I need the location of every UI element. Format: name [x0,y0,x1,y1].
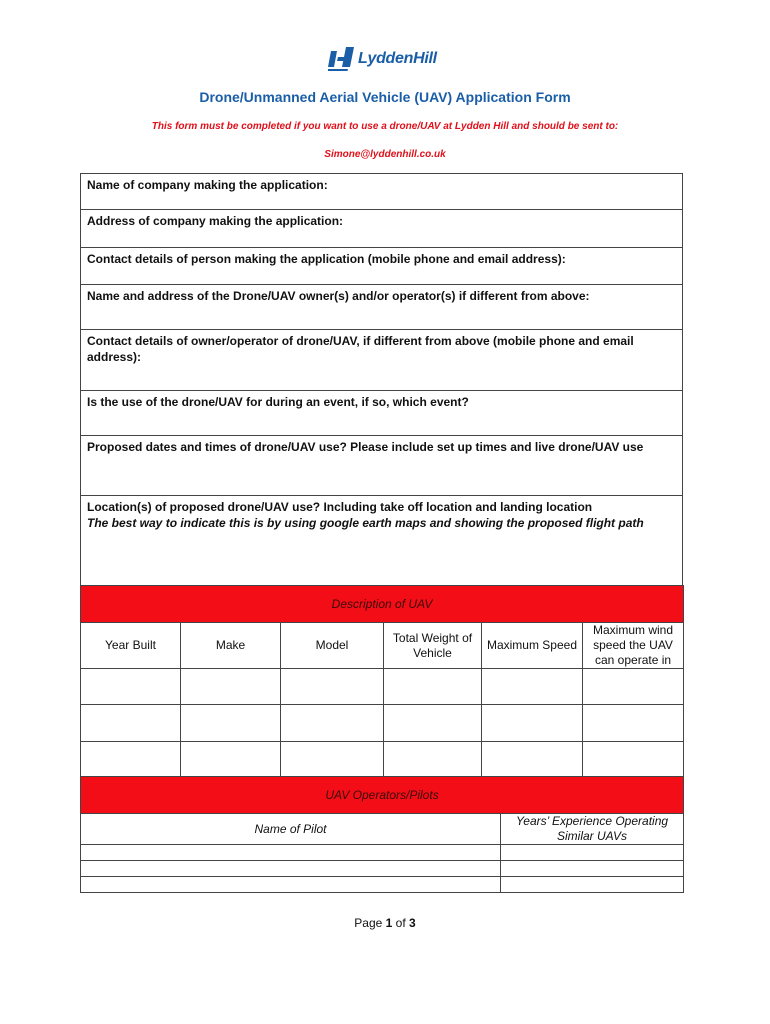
table-cell[interactable] [482,742,583,778]
pilots-section-heading: UAV Operators/Pilots [81,777,684,814]
col-year-built: Year Built [81,623,181,669]
table-row [81,742,684,778]
table-cell[interactable] [81,669,181,705]
col-total-weight: Total Weight of Vehicle [384,623,482,669]
field-company-name[interactable]: Name of company making the application: [81,174,683,210]
table-cell[interactable] [501,845,684,861]
uav-pilots-table [80,776,684,893]
field-owner-operator[interactable]: Name and address of the Drone/UAV owner(s) and/or operator(s) if different from above: [81,285,683,330]
col-years-experience: Years’ Experience Operating Similar UAVs [501,814,684,845]
col-max-speed: Maximum Speed [482,623,583,669]
table-row [81,705,684,742]
table-cell[interactable] [81,705,181,742]
field-company-address[interactable]: Address of company making the application: [81,210,683,248]
field-event-use[interactable]: Is the use of the drone/UAV for during an event, if so, which event? [81,391,683,436]
field-contact-details[interactable]: Contact details of person making the application (mobile phone and email address): [81,248,683,285]
page-current: 1 [385,916,393,930]
locations-label: Location(s) of proposed drone/UAV use? Including take off location and landing location [87,500,593,514]
field-proposed-dates[interactable]: Proposed dates and times of drone/UAV use? Please include set up times and live drone/UAV use [81,436,683,496]
table-cell[interactable] [181,669,281,705]
table-cell[interactable] [181,742,281,778]
table-row [81,845,684,861]
contact-email: Simone@lyddenhill.co.uk [324,149,446,160]
page-middle: of [392,916,410,930]
table-cell[interactable] [81,861,501,877]
table-cell[interactable] [501,861,684,877]
col-make: Make [181,623,281,669]
company-logo [328,44,474,74]
table-cell[interactable] [384,742,482,778]
logo-wordmark: LyddenHill [358,50,437,67]
field-locations[interactable] [81,496,683,586]
page-title: Drone/Unmanned Aerial Vehicle (UAV) Application Form [199,89,571,105]
table-row [81,669,684,705]
page-total: 3 [409,916,416,930]
table-cell[interactable] [81,845,501,861]
lyddenhill-logo-icon [328,47,354,71]
application-details-table [80,173,683,586]
table-cell[interactable] [501,877,684,893]
table-cell[interactable] [81,877,501,893]
table-cell[interactable] [384,669,482,705]
table-cell[interactable] [81,742,181,778]
table-cell[interactable] [384,705,482,742]
locations-hint: The best way to indicate this is by using google earth maps and showing the proposed flight path [87,516,644,530]
col-model: Model [281,623,384,669]
col-max-wind-speed: Maximum wind speed the UAV can operate in [583,623,684,669]
page-prefix: Page [354,916,386,930]
page-number [0,916,770,930]
table-cell[interactable] [583,705,684,742]
table-cell[interactable] [281,669,384,705]
table-cell[interactable] [281,705,384,742]
table-cell[interactable] [583,669,684,705]
table-cell[interactable] [482,669,583,705]
submission-instructions: This form must be completed if you want to use a drone/UAV at Lydden Hill and should be sent to: [151,121,619,132]
table-cell[interactable] [482,705,583,742]
field-owner-contact[interactable]: Contact details of owner/operator of drone/UAV, if different from above (mobile phone and email address): [81,330,683,391]
table-cell[interactable] [281,742,384,778]
uav-section-heading: Description of UAV [81,586,684,623]
table-cell[interactable] [583,742,684,778]
table-row [81,877,684,893]
col-pilot-name: Name of Pilot [81,814,501,845]
uav-description-table [80,585,684,778]
table-row [81,861,684,877]
table-cell[interactable] [181,705,281,742]
